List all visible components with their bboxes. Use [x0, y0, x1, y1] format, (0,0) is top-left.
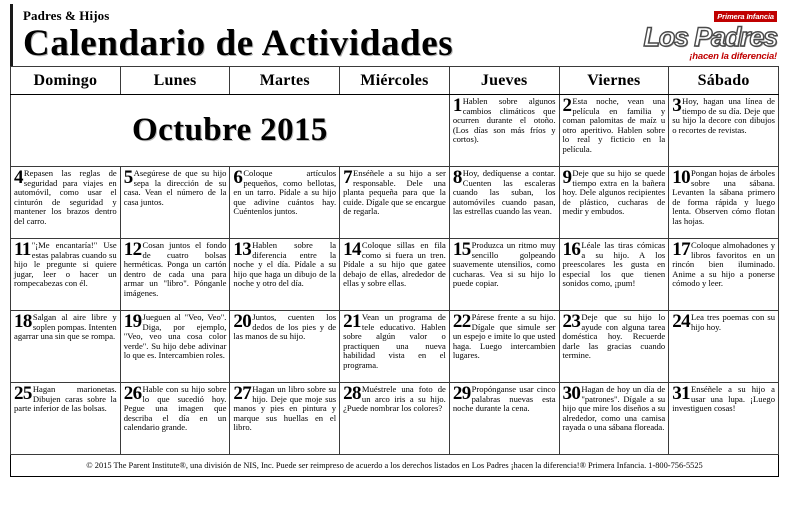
day-activity-text: Muéstrele una foto de un arco iris a su hijo. ¿Puede nombrar los colores? [343, 384, 446, 414]
weekday-header-row [11, 67, 779, 95]
month-title: Octubre 2015 [132, 112, 328, 148]
day-cell-6[interactable] [230, 167, 340, 239]
day-activity-text: Hablen sobre la diferencia entre la noche y el día. Pídale a su hijo que haga un dibujo de la noche y otro del día. [233, 240, 337, 289]
calendar-week-1 [11, 95, 779, 167]
page-title: Calendario de Actividades [23, 23, 454, 64]
day-activity-text: Hagan de hoy un día de "patrones". Dígale a su hijo que mire los diseños a su alrededor, como una camisa rayada o una sábana floreada. [562, 384, 666, 433]
day-cell-14[interactable] [340, 239, 450, 311]
day-activity-text: Produzca un ritmo muy sencillo golpeando suavemente utensilios, como cucharas. Vea si su hijo lo puede copiar. [452, 240, 556, 289]
day-cell-17[interactable] [669, 239, 779, 311]
day-cell-28[interactable] [340, 383, 450, 455]
day-number: 17 [672, 239, 691, 260]
day-cell-21[interactable] [340, 311, 450, 383]
day-activity-text: Enséñele a su hijo a usar una lupa. ¡Luego investiguen cosas! [672, 384, 775, 414]
day-cell-31[interactable] [669, 383, 779, 455]
calendar-week-4 [11, 311, 779, 383]
day-number: 31 [672, 383, 691, 404]
day-cell-3[interactable] [669, 95, 779, 167]
day-cell-16[interactable] [559, 239, 669, 311]
day-activity-text: Párese frente a su hijo. Dígale que simule ser un espejo e imite lo que usted haga. Luego intercambien lugares. [452, 312, 556, 361]
day-activity-text: Hable con su hijo sobre lo que sucedió hoy. Pegue una imagen que describa el día en un calendario grande. [123, 384, 227, 433]
day-number: 1 [452, 95, 462, 116]
weekday-header-jueves: Jueves [449, 67, 559, 95]
day-number: 29 [452, 383, 471, 404]
day-activity-text: "¡Me encantaría!" Use estas palabras cuando su hijo le pregunte si quiere jugar, leer o hacer un rompecabezas con él. [14, 240, 117, 289]
weekday-header-lunes: Lunes [120, 67, 230, 95]
day-number: 26 [123, 383, 142, 404]
day-activity-text: Asegúrese de que su hijo sepa la dirección de su casa. Vean el número de la casa juntos. [123, 168, 227, 207]
day-number: 30 [562, 383, 581, 404]
day-cell-8[interactable] [449, 167, 559, 239]
day-activity-text: Lea tres poemas con su hijo hoy. [691, 312, 775, 332]
day-number: 5 [123, 167, 133, 188]
weekday-header-martes: Martes [230, 67, 340, 95]
day-number: 8 [452, 167, 462, 188]
day-cell-25[interactable] [11, 383, 121, 455]
day-activity-text: Hagan marionetas. Dibujen caras sobre la parte inferior de las bolsas. [14, 384, 117, 414]
day-activity-text: Esta noche, vean una película en familia y coman palomitas de maíz u otro aperitivo. Hablen sobre lo real y ficticio en la película. [562, 96, 666, 154]
day-cell-5[interactable] [120, 167, 230, 239]
day-cell-11[interactable] [11, 239, 121, 311]
weekday-header-sabado: Sábado [669, 67, 779, 95]
day-number: 11 [14, 239, 31, 260]
month-title-cell [11, 95, 450, 167]
day-number: 20 [233, 311, 252, 332]
day-activity-text: Coloque almohadones y libros favoritos en un rincón bien iluminado. Anime a su hijo a ponerse cómodo y leer. [672, 240, 775, 289]
calendar-week-3 [11, 239, 779, 311]
calendar-grid [10, 66, 779, 455]
day-cell-10[interactable] [669, 167, 779, 239]
day-cell-12[interactable] [120, 239, 230, 311]
day-cell-26[interactable] [120, 383, 230, 455]
day-activity-text: Cosan juntos el fondo de cuatro bolsas herméticas. Ponga un cartón dentro de cada una para armar un "libro". Pónganle imágenes. [123, 240, 227, 298]
publisher-logo [625, 6, 777, 60]
day-number: 22 [452, 311, 471, 332]
weekday-header-miercoles: Miércoles [340, 67, 450, 95]
day-number: 28 [343, 383, 361, 404]
day-activity-text: Jueguen al "Veo, Veo". Diga, por ejemplo, "Veo, veo una cosa color verde". Su hijo debe adivinar lo que es. Intercambien roles. [123, 312, 227, 361]
weekday-header-viernes: Viernes [559, 67, 669, 95]
day-number: 3 [672, 95, 682, 116]
day-activity-text: Pongan hojas de árboles sobre una sábana. Levanten la sábana primero de forma rápida y luego lenta. Observen cómo flotan las hojas. [672, 168, 775, 226]
calendar-week-5 [11, 383, 779, 455]
masthead-kicker: Padres & Hijos [23, 8, 110, 23]
day-activity-text: Juntos, cuenten los dedos de los pies y de las manos de su hijo. [233, 312, 337, 342]
day-activity-text: Deje que su hijo lo ayude con alguna tarea doméstica hoy. Recuerde darle las gracias cuando termine. [562, 312, 666, 361]
day-number: 13 [233, 239, 252, 260]
day-activity-text: Léale las tiras cómicas a su hijo. A los preescolares les gusta en especial los que tienen sonidos como, ¡pum! [562, 240, 666, 289]
day-cell-2[interactable] [559, 95, 669, 167]
day-cell-1[interactable] [449, 95, 559, 167]
day-cell-23[interactable] [559, 311, 669, 383]
day-activity-text: Repasen las reglas de seguridad para viajes en automóvil, como usar el cinturón de seguridad y mantener los brazos dentro del carro. [14, 168, 117, 226]
logo-wordmark: Los Padres [643, 22, 777, 52]
day-activity-text: Coloque artículos pequeños, como bellotas, en un tarro. Pídale a su hijo que adivine cuántos hay. Cuéntenlos juntos. [233, 168, 337, 217]
day-activity-text: Coloque sillas en fila como si fuera un tren. Pídale a su hijo que gatee debajo de ellas, alrededor de ellas y sobre ellas. [343, 240, 446, 289]
day-cell-7[interactable] [340, 167, 450, 239]
day-activity-text: Hablen sobre algunos cambios climáticos que ocurren durante el otoño. (Los días son más fríos y cortos). [452, 96, 556, 145]
day-number: 9 [562, 167, 572, 188]
copyright-footer: © 2015 The Parent Institute®, una división de NIS, Inc. Puede ser reimpreso de acuerdo a los derechos listados en Los Padres ¡hacen la diferencia!® Primera Infancia. 1-800-756-5525 [10, 455, 779, 477]
day-number: 19 [123, 311, 142, 332]
day-cell-4[interactable] [11, 167, 121, 239]
day-cell-19[interactable] [120, 311, 230, 383]
day-activity-text: Vean un programa de tele educativo. Hablen sobre algún valor o practiquen una nueva habilidad vista en el programa. [343, 312, 446, 370]
day-number: 15 [452, 239, 471, 260]
logo-tagline: ¡hacen la diferencia! [689, 51, 777, 62]
day-activity-text: Salgan al aire libre y soplen pompas. Intenten agarrar una sin que se rompa. [14, 312, 117, 342]
day-number: 4 [14, 167, 23, 188]
logo-badge: Primera Infancia [714, 11, 777, 22]
day-cell-22[interactable] [449, 311, 559, 383]
day-cell-24[interactable] [669, 311, 779, 383]
day-cell-13[interactable] [230, 239, 340, 311]
day-activity-text: Deje que su hijo se quede tiempo extra en la bañera hoy. Dele algunos recipientes de plástico, cucharas de medir y embudos. [562, 168, 666, 217]
day-cell-29[interactable] [449, 383, 559, 455]
day-number: 6 [233, 167, 243, 188]
day-cell-15[interactable] [449, 239, 559, 311]
day-number: 10 [672, 167, 691, 188]
day-number: 2 [562, 95, 572, 116]
day-number: 12 [123, 239, 142, 260]
day-cell-20[interactable] [230, 311, 340, 383]
day-number: 14 [343, 239, 361, 260]
day-number: 24 [672, 311, 691, 332]
day-number: 25 [14, 383, 32, 404]
masthead [10, 4, 779, 66]
day-number: 23 [562, 311, 581, 332]
day-activity-text: Hoy, hagan una línea de tiempo de su día. Deje que su hijo la decore con dibujos o recortes de revistas. [672, 96, 775, 135]
day-cell-9[interactable] [559, 167, 669, 239]
day-activity-text: Enséñele a su hijo a ser responsable. Dele una planta pequeña para que la cuide. Dígale que se encargue de regarla. [343, 168, 446, 217]
day-number: 7 [343, 167, 353, 188]
day-activity-text: Hoy, dedíquense a contar. Cuenten las escaleras cuando las suban, los automóviles cuando pasan, las estrellas cuando las vean. [452, 168, 556, 217]
day-cell-30[interactable] [559, 383, 669, 455]
calendar-week-2 [11, 167, 779, 239]
day-cell-18[interactable] [11, 311, 121, 383]
day-number: 18 [14, 311, 32, 332]
day-number: 21 [343, 311, 361, 332]
day-number: 27 [233, 383, 252, 404]
day-number: 16 [562, 239, 581, 260]
day-cell-27[interactable] [230, 383, 340, 455]
weekday-header-domingo: Domingo [11, 67, 121, 95]
day-activity-text: Propónganse usar cinco palabras nuevas esta noche durante la cena. [452, 384, 556, 414]
day-activity-text: Hagan un libro sobre su hijo. Deje que moje sus manos y pies en pintura y marque sus huellas en el libro. [233, 384, 337, 433]
